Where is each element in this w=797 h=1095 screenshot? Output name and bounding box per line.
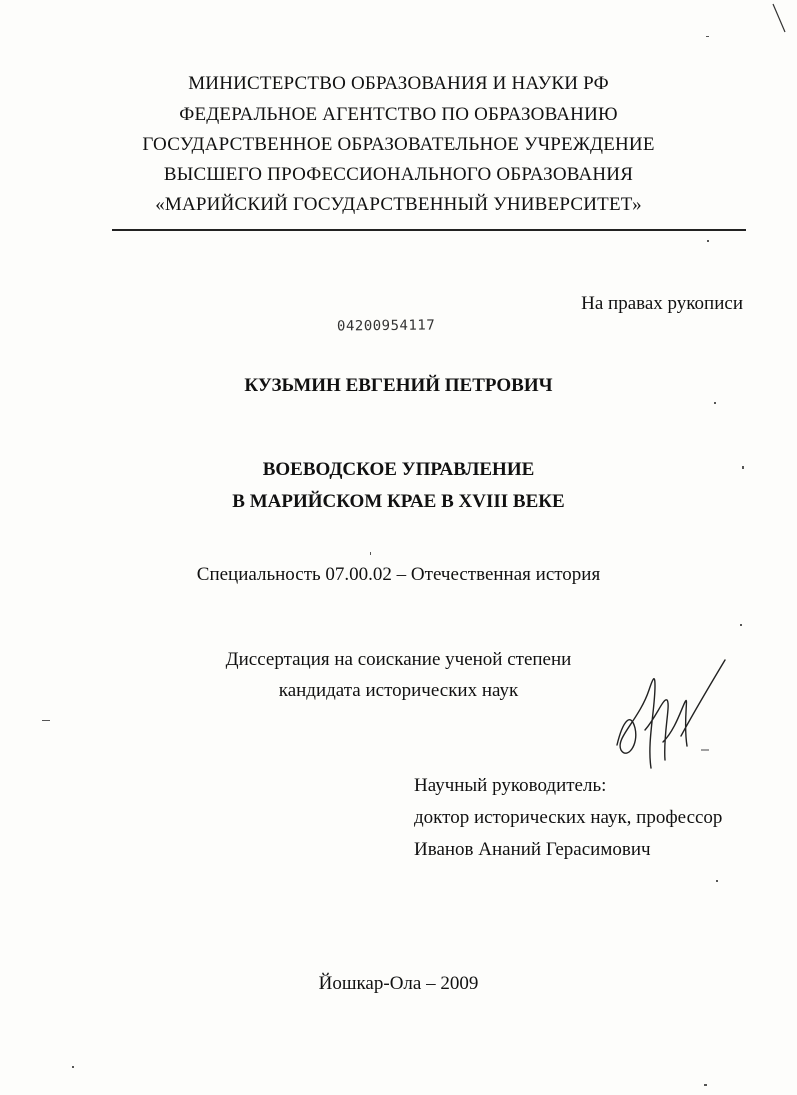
dissertation-title-line-2: В МАРИЙСКОМ КРАЕ В XVIII ВЕКЕ	[232, 491, 565, 512]
degree-line-2: кандидата исторических наук	[278, 680, 519, 701]
header-education-level: ВЫСШЕГО ПРОФЕССИОНАЛЬНОГО ОБРАЗОВАНИЯ	[163, 164, 634, 185]
author-name: КУЗЬМИН ЕВГЕНИЙ ПЕТРОВИЧ	[244, 375, 553, 396]
scan-speck	[742, 466, 744, 469]
header-university: «МАРИЙСКИЙ ГОСУДАРСТВЕННЫЙ УНИВЕРСИТЕТ»	[155, 194, 642, 215]
dissertation-title-line-1: ВОЕВОДСКОЕ УПРАВЛЕНИЕ	[262, 459, 535, 480]
place-and-year: Йошкар-Ола – 2009	[318, 973, 479, 994]
specialty: Специальность 07.00.02 – Отечественная история	[196, 564, 601, 585]
scan-speck	[706, 36, 709, 37]
supervisor-credentials: доктор исторических наук, профессор	[414, 807, 723, 828]
header-agency: ФЕДЕРАЛЬНОЕ АГЕНТСТВО ПО ОБРАЗОВАНИЮ	[179, 104, 618, 125]
degree-line-1: Диссертация на соискание ученой степени	[225, 649, 572, 670]
signature	[605, 650, 735, 780]
scan-speck	[740, 624, 742, 626]
scan-speck	[716, 880, 718, 882]
scan-speck	[704, 1084, 707, 1086]
scan-speck	[72, 1066, 74, 1068]
registration-number: 04200954117	[336, 317, 436, 335]
pen-stroke-mark	[771, 2, 791, 42]
header-divider	[112, 229, 746, 231]
scan-speck	[370, 552, 371, 555]
scan-speck	[42, 720, 50, 721]
supervisor-label: Научный руководитель:	[414, 775, 607, 796]
scan-speck	[714, 402, 716, 404]
header-ministry: МИНИСТЕРСТВО ОБРАЗОВАНИЯ И НАУКИ РФ	[188, 73, 609, 94]
supervisor-name: Иванов Ананий Герасимович	[414, 839, 651, 860]
scan-speck	[707, 240, 709, 242]
header-institution-type: ГОСУДАРСТВЕННОЕ ОБРАЗОВАТЕЛЬНОЕ УЧРЕЖДЕНИЕ	[142, 134, 655, 155]
rights-note: На правах рукописи	[581, 293, 743, 314]
